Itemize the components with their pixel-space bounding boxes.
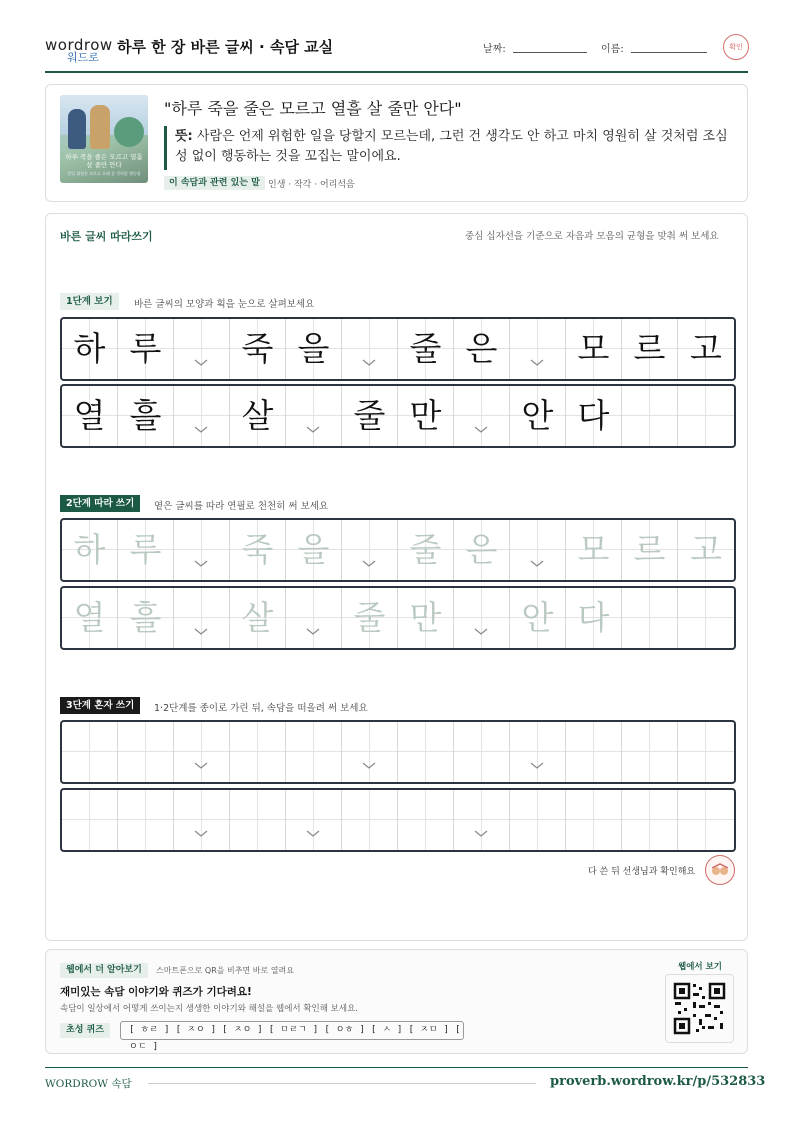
related-tag: 이 속담과 관련 있는 말 xyxy=(164,176,265,190)
writing-cell[interactable] xyxy=(510,722,566,782)
writing-char: 열 xyxy=(73,396,106,435)
qr-label: 웹에서 보기 xyxy=(678,962,723,972)
writing-char: 르 xyxy=(633,530,666,569)
writing-char: 죽 xyxy=(241,530,274,569)
writing-char: 만 xyxy=(409,396,442,435)
writing-cell[interactable] xyxy=(118,790,174,850)
space-mark-icon xyxy=(530,762,544,769)
person-figure-icon xyxy=(90,105,110,149)
writing-cell xyxy=(510,319,566,379)
writing-cell xyxy=(454,520,510,580)
section-description: 중심 십자선을 기준으로 자음과 모음의 균형을 맞춰 써 보세요 xyxy=(465,231,719,242)
writing-row-step1-line1 xyxy=(60,317,736,381)
writing-cell[interactable] xyxy=(622,722,678,782)
writing-cell xyxy=(678,319,734,379)
space-mark-icon xyxy=(306,628,320,635)
writing-cell xyxy=(62,319,118,379)
writing-char: 모 xyxy=(577,329,610,368)
date-field[interactable] xyxy=(513,52,587,53)
writing-char: 모 xyxy=(577,530,610,569)
logo-subtitle: 워드로 xyxy=(67,51,99,64)
writing-char: 죽 xyxy=(241,329,274,368)
writing-cell xyxy=(118,588,174,648)
meaning-accent-bar xyxy=(164,126,167,170)
writing-cell xyxy=(118,520,174,580)
header-divider xyxy=(45,71,748,73)
writing-cell xyxy=(62,386,118,446)
writing-cell xyxy=(286,319,342,379)
writing-char: 다 xyxy=(577,598,610,637)
writing-cell xyxy=(398,588,454,648)
page-title: 하루 한 장 바른 글씨 · 속담 교실 xyxy=(117,38,334,56)
writing-cell xyxy=(342,520,398,580)
name-label: 이름: xyxy=(601,44,624,55)
footer-divider xyxy=(45,1067,748,1068)
writing-cell[interactable] xyxy=(454,790,510,850)
writing-cell xyxy=(398,386,454,446)
writing-cell xyxy=(118,386,174,446)
writing-char: 줄 xyxy=(353,396,386,435)
date-label: 날짜: xyxy=(483,44,506,55)
writing-cell xyxy=(174,386,230,446)
proverb-meaning xyxy=(175,127,735,167)
writing-cell xyxy=(622,520,678,580)
writing-char: 줄 xyxy=(409,329,442,368)
confirm-text: 다 쓴 뒤 선생님과 확인해요 xyxy=(588,867,696,877)
writing-cell[interactable] xyxy=(398,790,454,850)
space-mark-icon xyxy=(362,762,376,769)
writing-cell xyxy=(678,588,734,648)
writing-cell xyxy=(398,319,454,379)
space-mark-icon xyxy=(306,830,320,837)
writing-char: 줄 xyxy=(409,530,442,569)
writing-cell[interactable] xyxy=(174,790,230,850)
writing-cell xyxy=(342,319,398,379)
web-title: 재미있는 속담 이야기와 퀴즈가 기다려요! xyxy=(60,986,252,998)
space-mark-icon xyxy=(474,426,488,433)
writing-char: 열 xyxy=(73,598,106,637)
space-mark-icon xyxy=(194,628,208,635)
writing-cell[interactable] xyxy=(454,722,510,782)
writing-cell[interactable] xyxy=(678,790,734,850)
space-mark-icon xyxy=(362,359,376,366)
writing-cell xyxy=(566,588,622,648)
step2-description: 옅은 글씨를 따라 연필로 천천히 써 보세요 xyxy=(154,501,329,512)
illustration-subcaption: 앞일 위험은 모르고 오래 살 것처럼 행동함 xyxy=(67,171,141,176)
name-field[interactable] xyxy=(631,52,707,53)
writing-char: 은 xyxy=(465,530,498,569)
space-mark-icon xyxy=(194,426,208,433)
writing-cell[interactable] xyxy=(342,790,398,850)
writing-cell xyxy=(678,386,734,446)
writing-cell xyxy=(174,588,230,648)
writing-char: 흘 xyxy=(129,598,162,637)
writing-cell xyxy=(230,520,286,580)
writing-cell[interactable] xyxy=(566,790,622,850)
writing-cell[interactable] xyxy=(62,722,118,782)
step1-label: 1단계 보기 xyxy=(60,293,119,310)
writing-cell xyxy=(174,520,230,580)
logo: wordrow xyxy=(45,36,113,54)
writing-cell xyxy=(342,588,398,648)
writing-cell xyxy=(566,386,622,446)
writing-char: 고 xyxy=(690,530,722,569)
writing-char: 안 xyxy=(521,598,554,637)
writing-row-step3-line2[interactable] xyxy=(60,788,736,852)
writing-char: 안 xyxy=(521,396,554,435)
writing-row-step1-line2 xyxy=(60,384,736,448)
writing-char: 을 xyxy=(297,329,330,368)
writing-cell xyxy=(342,386,398,446)
meaning-label: 뜻: xyxy=(175,129,193,144)
writing-cell xyxy=(230,319,286,379)
person-figure-icon xyxy=(68,109,86,149)
qr-code[interactable] xyxy=(665,974,734,1043)
proverb-illustration xyxy=(60,95,148,183)
writing-cell[interactable] xyxy=(398,722,454,782)
writing-cell[interactable] xyxy=(286,790,342,850)
writing-cell xyxy=(566,520,622,580)
writing-char: 하 xyxy=(73,329,106,368)
writing-cell xyxy=(286,520,342,580)
space-mark-icon xyxy=(474,628,488,635)
writing-char: 르 xyxy=(633,329,666,368)
stamp-icon: 확인 xyxy=(723,34,749,60)
writing-cell xyxy=(62,520,118,580)
writing-cell xyxy=(454,319,510,379)
writing-cell xyxy=(510,386,566,446)
web-tag: 웹에서 더 알아보기 xyxy=(60,963,148,978)
writing-cell[interactable] xyxy=(566,722,622,782)
writing-char: 고 xyxy=(690,329,722,368)
writing-cell[interactable] xyxy=(62,790,118,850)
writing-cell[interactable] xyxy=(342,722,398,782)
writing-char: 만 xyxy=(409,598,442,637)
writing-char: 흘 xyxy=(129,396,162,435)
chosung-quiz: [ ㅎㄹ ] [ ㅈㅇ ] [ ㅈㅇ ] [ ㅁㄹㄱ ] [ ㅇㅎ ] [ ㅅ ] [ ㅈㅁ ] [ ㅇㄷ ] xyxy=(120,1021,464,1040)
space-mark-icon xyxy=(530,560,544,567)
writing-cell xyxy=(230,386,286,446)
writing-row-step2-line2[interactable] xyxy=(60,586,736,650)
writing-cell xyxy=(622,386,678,446)
writing-char: 살 xyxy=(241,396,274,435)
web-description: 스마트폰으로 QR을 비추면 바로 열려요 xyxy=(156,966,294,975)
writing-char: 다 xyxy=(577,396,610,435)
writing-cell xyxy=(622,319,678,379)
writing-cell[interactable] xyxy=(678,722,734,782)
writing-cell xyxy=(62,588,118,648)
writing-cell[interactable] xyxy=(174,722,230,782)
writing-char: 하 xyxy=(73,530,106,569)
step3-label: 3단계 혼자 쓰기 xyxy=(60,697,140,714)
web-subtitle: 속담이 일상에서 어떻게 쓰이는지 생생한 이야기와 해설을 웹에서 확인해 보세요. xyxy=(60,1004,358,1014)
writing-cell[interactable] xyxy=(286,722,342,782)
writing-cell[interactable] xyxy=(510,790,566,850)
writing-cell[interactable] xyxy=(118,722,174,782)
writing-cell xyxy=(454,588,510,648)
step1-description: 바른 글씨의 모양과 획을 눈으로 살펴보세요 xyxy=(134,299,315,310)
writing-char: 을 xyxy=(297,530,330,569)
writing-cell xyxy=(230,588,286,648)
illustration-caption: 하루 죽을 줄은 모르고 열흘 살 줄만 안다 xyxy=(65,153,143,169)
related-words: 인생 · 작각 · 어리석음 xyxy=(268,180,355,190)
space-mark-icon xyxy=(194,359,208,366)
space-mark-icon xyxy=(194,830,208,837)
quiz-tag: 초성 퀴즈 xyxy=(60,1023,110,1038)
meaning-text: 사람은 언제 위험한 일을 당할지 모르는데, 그런 건 생각도 안 하고 마치 영원히 살 것처럼 조심성 없이 행동하는 것을 꼬집는 말이에요. xyxy=(175,129,728,164)
writing-char: 은 xyxy=(465,329,498,368)
qr-code-icon xyxy=(666,975,733,1042)
step3-description: 1·2단계를 종이로 가린 뒤, 속담을 떠올려 써 보세요 xyxy=(154,703,368,714)
writing-char: 살 xyxy=(241,598,274,637)
writing-cell xyxy=(398,520,454,580)
writing-cell[interactable] xyxy=(230,722,286,782)
footer-brand: WORDROW 속담 xyxy=(45,1078,132,1090)
writing-char: 줄 xyxy=(353,598,386,637)
proverb-quote: "하루 죽을 줄은 모르고 열흘 살 줄만 안다" xyxy=(164,99,462,118)
space-mark-icon xyxy=(194,560,208,567)
writing-cell[interactable] xyxy=(622,790,678,850)
space-mark-icon xyxy=(530,359,544,366)
space-mark-icon xyxy=(194,762,208,769)
step2-label: 2단계 따라 쓰기 xyxy=(60,495,140,512)
writing-cell xyxy=(286,386,342,446)
space-mark-icon xyxy=(362,560,376,567)
footer-line xyxy=(148,1083,536,1084)
writing-cell xyxy=(118,319,174,379)
writing-char: 루 xyxy=(129,530,162,569)
writing-row-step2-line1[interactable] xyxy=(60,518,736,582)
space-mark-icon xyxy=(474,830,488,837)
writing-cell xyxy=(174,319,230,379)
scooter-icon xyxy=(114,117,144,147)
teacher-seal-icon xyxy=(705,855,735,885)
section-title: 바른 글씨 따라쓰기 xyxy=(60,230,153,243)
writing-cell xyxy=(454,386,510,446)
space-mark-icon xyxy=(306,426,320,433)
page-header xyxy=(45,28,748,70)
writing-cell xyxy=(678,520,734,580)
writing-cell xyxy=(286,588,342,648)
writing-cell xyxy=(622,588,678,648)
writing-cell xyxy=(510,588,566,648)
writing-char: 루 xyxy=(129,329,162,368)
writing-cell xyxy=(566,319,622,379)
writing-row-step3-line1[interactable] xyxy=(60,720,736,784)
writing-cell[interactable] xyxy=(230,790,286,850)
writing-cell xyxy=(510,520,566,580)
footer-url[interactable]: proverb.wordrow.kr/p/532833 xyxy=(550,1074,766,1089)
